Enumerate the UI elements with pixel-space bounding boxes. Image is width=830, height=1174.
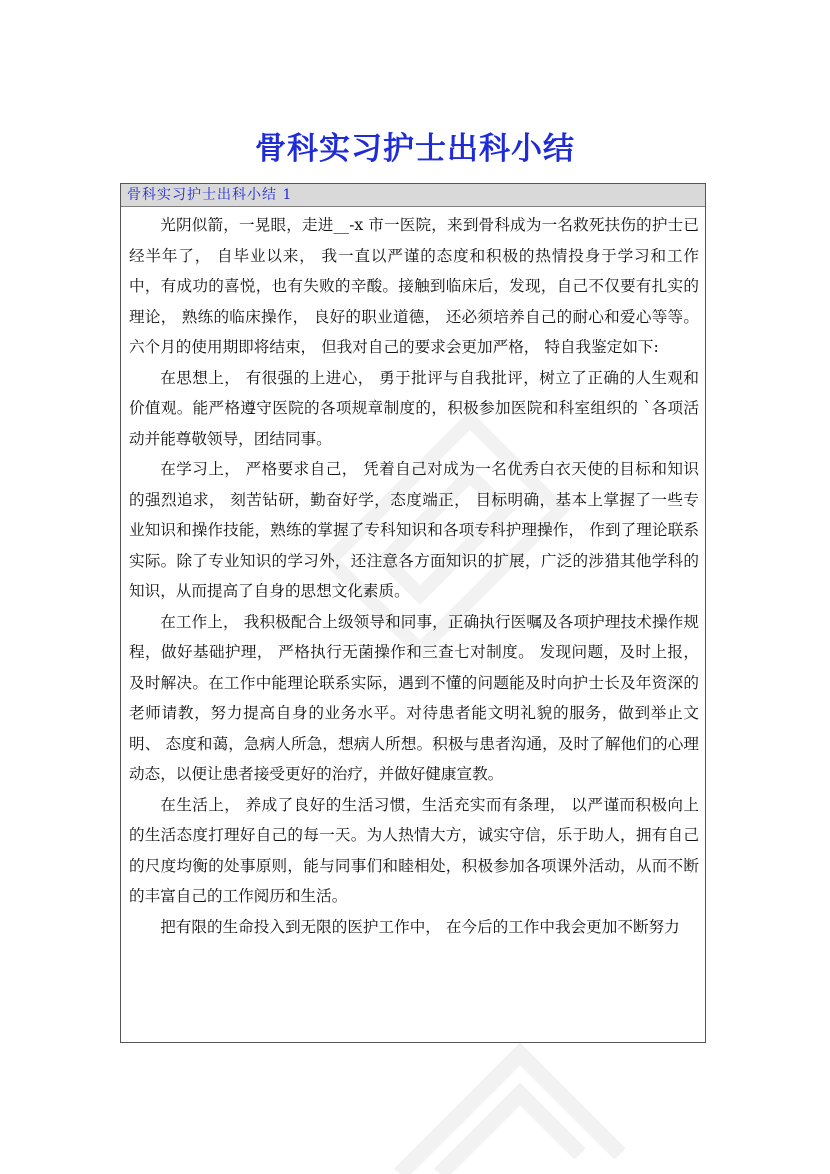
content-box [120,183,706,1043]
section-heading: 骨科实习护士出科小结 1 [121,184,705,207]
content-body [121,207,705,942]
document-title: 骨科实习护士出科小结 [255,130,575,167]
paragraph-study: 在学习上， 严格要求自己， 凭着自己对成为一名优秀白衣天使的目标和知识的强烈追求， 刻苦钻研，勤奋好学，态度端正， 目标明确，基本上掌握了一些专业知识和操作技能，熟练的掌握了专科知识和各项专科护理操作， 作到了理论联系实际。除了专业知识的学习外，还注意各方面知识的扩展，广泛的涉猎其他学科的知识，从而提高了自身的思想文化素质。 [129,460,699,600]
paragraph-work: 在工作上， 我积极配合上级领导和同事，正确执行医嘱及各项护理技术操作规程，做好基础护理， 严格执行无菌操作和三查七对制度。 发现问题，及时上报，及时解决。在工作中能理论联系实际，遇到不懂的问题能及时向护士长及年资深的老师请教，努力提高自身的业务水平。对待患者能文明礼貌的服务，做到举止文明、 态度和蔼，急病人所急，想病人所想。积极与患者沟通，及时了解他们的心理动态，以便让患者接受更好的治疗，并做好健康宣教。 [129,612,699,783]
paragraph-intro: 光阴似箭，一晃眼，走进__-x 市一医院，来到骨科成为一名救死扶伤的护士已经半年了， 自毕业以来， 我一直以严谨的态度和积极的热情投身于学习和工作中，有成功的喜悦，也有失败的辛酸。接触到临床后，发现，自己不仅要有扎实的理论， 熟练的临床操作， 良好的职业道德， 还必须培养自己的耐心和爱心等等。六个月的使用期即将结束， 但我对自己的要求会更加严格， 特自我鉴定如下: [129,216,699,356]
paragraph-ideology: 在思想上， 有很强的上进心， 勇于批评与自我批评，树立了正确的人生观和价值观。能严格遵守医院的各项规章制度的，积极参加医院和科室组织的 `各项活动并能尊敬领导，团结同事。 [129,368,699,448]
paragraph-life: 在生活上， 养成了良好的生活习惯，生活充实而有条理， 以严谨而积极向上的生活态度打理好自己的每一天。为人热情大方，诚实守信，乐于助人，拥有自己的尺度均衡的处事原则，能与同事们和睦相处，积极参加各项课外活动，从而不断的丰富自己的工作阅历和生活。 [129,795,699,905]
paragraph-closing: 把有限的生命投入到无限的医护工作中， 在今后的工作中我会更加不断努力 [160,917,680,936]
